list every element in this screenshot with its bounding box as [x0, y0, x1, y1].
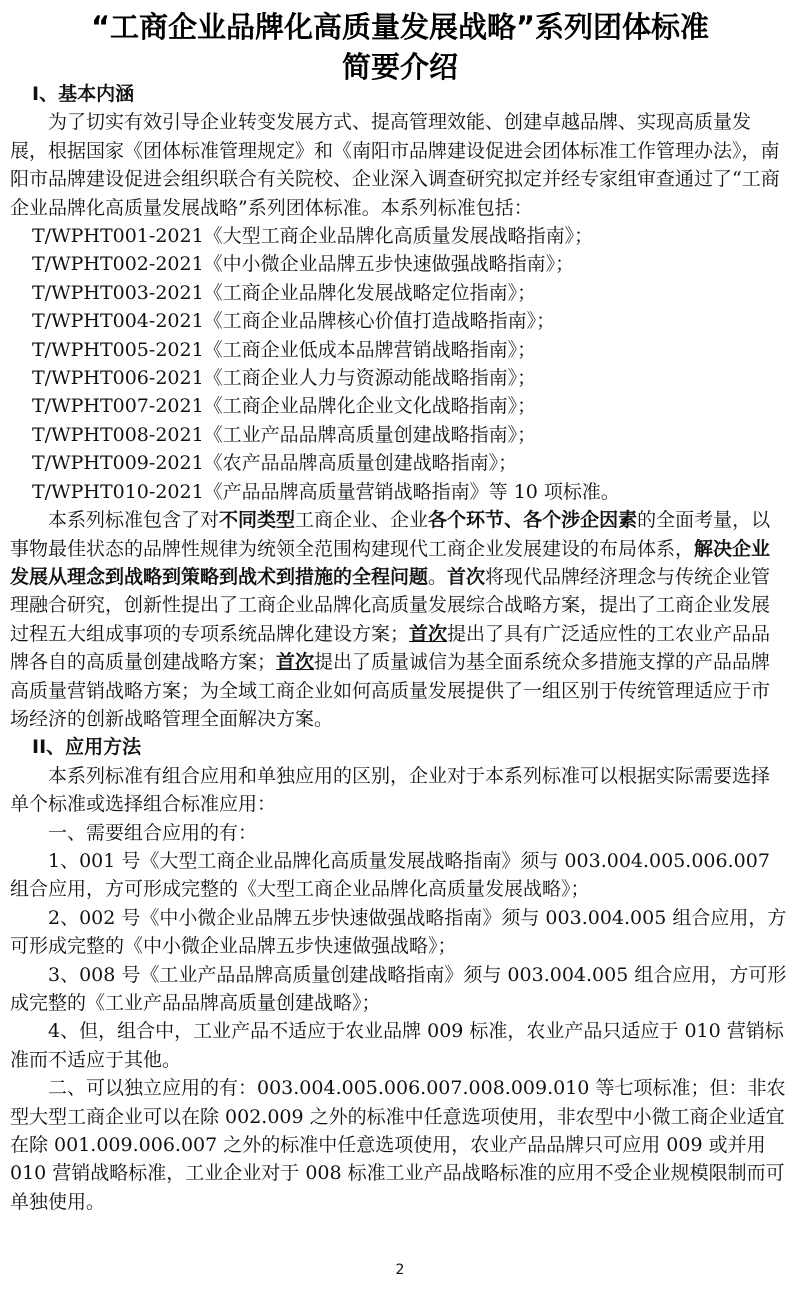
standard-item: T/WPHT007-2021《工商企业品牌化企业文化战略指南》； — [32, 395, 537, 418]
combined-application-heading: 一、需要组合应用的有： — [48, 821, 258, 844]
document-title: “工商企业品牌化高质量发展战略”系列团体标准 — [90, 10, 710, 44]
text-run: 的全面考量，以事物最佳状态的品牌性规律为统领全范围构建现代工商企业发展建设的布局体系， — [10, 509, 771, 560]
standard-item: T/WPHT004-2021《工商企业品牌核心价值打造战略指南》； — [32, 310, 556, 333]
standard-item: T/WPHT008-2021《工业产品品牌高质量创建战略指南》； — [32, 423, 537, 446]
text-run: 将现代品牌经济理念与传统企业管理融合研究，创新性提出了工商企业品牌化高质量发展综合战略方案，提出了工商企业发展过程五大组成事项的专项系统品牌化建设方案； — [10, 565, 771, 645]
combined-item: 2、002 号《中小微企业品牌五步快速做强战略指南》须与 003.004.005 组合应用，方可形成完整的《中小微企业品牌五步快速做强战略》； — [10, 906, 787, 958]
standard-item: T/WPHT002-2021《中小微企业品牌五步快速做强战略指南》； — [32, 253, 575, 276]
document-subtitle: 简要介绍 — [341, 50, 458, 84]
underlined-bold-text: 首次 — [409, 622, 448, 645]
standard-item: T/WPHT001-2021《大型工商企业品牌化高质量发展战略指南》； — [32, 225, 594, 248]
text-run: 提出了质量诚信为基全面系统众多措施支撑的产品品牌高质量营销战略方案；为全域工商企业如何高质量发展提供了一组区别于传统管理适应于市场经济的创新战略管理全面解决方案。 — [10, 651, 771, 730]
combined-item: 4、但，组合中，工业产品不适应于农业品牌 009 标准，农业产品只适应于 010 营销标准而不适应于其他。 — [10, 1020, 784, 1071]
bold-text: 各个环节 — [428, 509, 505, 532]
section-1-description — [10, 506, 788, 733]
standards-list — [10, 222, 788, 506]
combined-item: 3、008 号《工业产品品牌高质量创建战略指南》须与 003.004.005 组合应用，方可形成完整的《工业产品品牌高质量创建战略》； — [10, 963, 787, 1014]
section-2-intro: 本系列标准有组合应用和单独应用的区别，企业对于本系列标准可以根据实际需要选择单个标准或选择组合标准应用： — [10, 764, 771, 816]
standard-item: T/WPHT010-2021《产品品牌高质量营销战略指南》等 10 项标准。 — [32, 480, 620, 503]
bold-text: 首次 — [447, 565, 486, 588]
text-run: 提出了具有广泛适应性的工农业产品品牌各自的高质量创建战略方案； — [10, 622, 771, 674]
text-run: 。 — [428, 565, 448, 588]
page-number: 2 — [395, 1262, 405, 1278]
underlined-bold-text: 首次 — [276, 651, 315, 674]
text-run: 、 — [504, 509, 524, 532]
combined-item: 1、001 号《大型工商企业品牌化高质量发展战略指南》须与 003.004.005.006.007 组合应用，方可形成完整的《大型工商企业品牌化高质量发展战略》； — [10, 849, 770, 901]
standard-item: T/WPHT005-2021《工商企业低成本品牌营销战略指南》； — [32, 338, 537, 361]
text-run: 本系列标准包含了对 — [48, 509, 220, 532]
bold-text: 不同类型 — [219, 509, 296, 532]
standard-item: T/WPHT009-2021《农产品品牌高质量创建战略指南》； — [32, 452, 518, 475]
bold-text: 解决企业发展从理念到战略到策略到战术到措施的全程问题 — [10, 537, 771, 588]
standard-item: T/WPHT006-2021《工商企业人力与资源动能战略指南》； — [32, 367, 537, 390]
section-1-heading: I、基本内涵 — [32, 83, 135, 105]
standard-item: T/WPHT003-2021《工商企业品牌化发展战略定位指南》； — [32, 281, 537, 304]
document-body — [10, 80, 788, 1216]
section-1-intro: 为了切实有效引导企业转变发展方式、提高管理效能、创建卓越品牌、实现高质量发展，根据国家《团体标准管理规定》和《南阳市品牌建设促进会团体标准工作管理办法》，南阳市品牌建设促进会组织联合有关院校、企业深入调查研究拟定并经专家组审查通过了“工商企业品牌化高质量发展战略”系列团体标准。本系列标准包括： — [10, 111, 780, 219]
independent-application: 二、可以独立应用的有：003.004.005.006.007.008.009.010 等七项标准；但：非农型大型工商企业可以在除 002.009 之外的标准中任意选项使用，非农型中小微工商企业适宜在除 001.009.006.007 之外的标准中任意选项使用，农业产品品牌只可应用 009 或并用 010 营销战略标准，工业企业对于 008 标准工业产品战略标准的应用不受企业规模限制而可单独使用。 — [10, 1077, 786, 1213]
bold-text: 各个涉企因素 — [523, 509, 638, 532]
section-2-heading: II、应用方法 — [32, 736, 142, 759]
text-run: 工商企业、企业 — [295, 509, 429, 532]
